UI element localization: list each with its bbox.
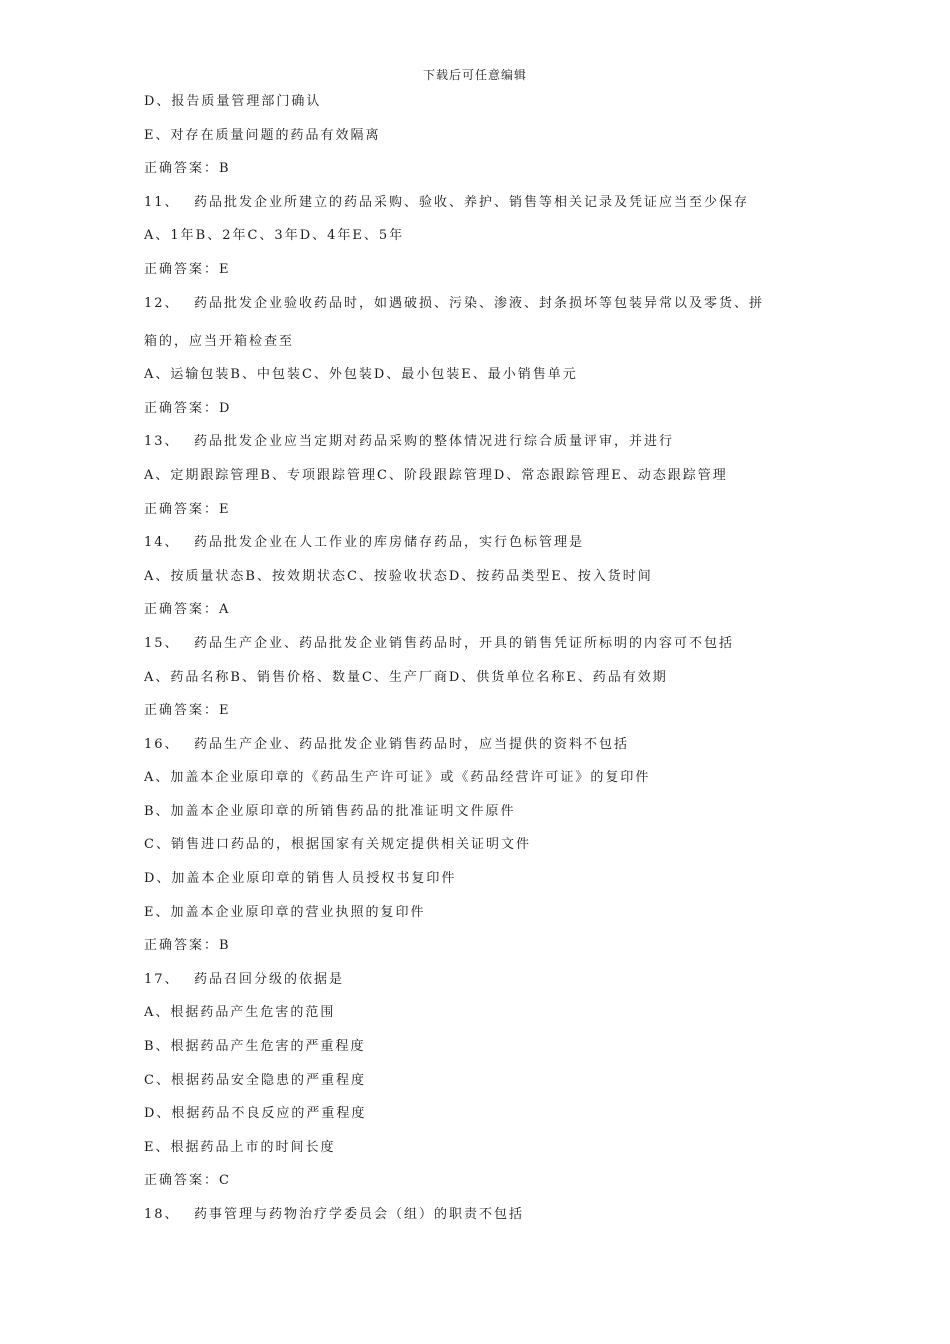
option-line: E、加盖本企业原印章的营业执照的复印件 [144, 904, 426, 920]
option-line: B、根据药品产生危害的严重程度 [144, 1039, 366, 1055]
answer-line: 正确答案：B [144, 938, 231, 954]
question-number: 17、 [144, 971, 180, 987]
question-line [144, 735, 824, 755]
option-line: D、根据药品不良反应的严重程度 [144, 1106, 367, 1122]
question-line [144, 432, 824, 452]
question-line [144, 1205, 824, 1225]
question-text: 药品生产企业、药品批发企业销售药品时，开具的销售凭证所标明的内容可不包括 [194, 635, 735, 651]
question-text: 药事管理与药物治疗学委员会（组）的职责不包括 [194, 1207, 525, 1222]
document-body [144, 92, 824, 1239]
answer-line: 正确答案：E [144, 501, 231, 517]
question-number: 12、 [144, 295, 180, 311]
question-number: 16、 [144, 736, 180, 752]
option-line: D、加盖本企业原印章的销售人员授权书复印件 [144, 871, 457, 887]
question-line [144, 294, 824, 314]
answer-line: 正确答案：E [144, 261, 231, 277]
option-line: E、对存在质量问题的药品有效隔离 [144, 127, 381, 143]
answer-line: 正确答案：C [144, 1173, 231, 1189]
question-number: 18、 [144, 1207, 180, 1222]
answer-line: 正确答案：A [144, 602, 231, 618]
question-number: 14、 [144, 535, 180, 551]
option-line: A、根据药品产生危害的范围 [144, 1005, 336, 1021]
answer-line: 正确答案：D [144, 400, 232, 416]
question-continuation-line: 箱的，应当开箱检查至 [144, 333, 295, 349]
question-text: 药品批发企业应当定期对药品采购的整体情况进行综合质量评审，并进行 [194, 434, 675, 450]
option-line: C、销售进口药品的，根据国家有关规定提供相关证明文件 [144, 837, 531, 853]
option-line: B、加盖本企业原印章的所销售药品的批准证明文件原件 [144, 803, 516, 819]
question-line [144, 193, 824, 213]
question-line [144, 634, 824, 654]
option-line: E、根据药品上市的时间长度 [144, 1139, 336, 1155]
question-number: 11、 [144, 194, 180, 210]
question-line [144, 970, 824, 990]
question-line [144, 533, 824, 553]
option-line: A、药品名称B、销售价格、数量C、生产厂商D、供货单位名称E、药品有效期 [144, 669, 668, 685]
option-line: A、加盖本企业原印章的《药品生产许可证》或《药品经营许可证》的复印件 [144, 770, 651, 786]
page-header: 下载后可任意编辑 [422, 68, 527, 82]
question-text: 药品批发企业在人工作业的库房储存药品，实行色标管理是 [194, 535, 585, 551]
option-line: A、运输包装B、中包装C、外包装D、最小包装E、最小销售单元 [144, 367, 578, 383]
option-line: C、根据药品安全隐患的严重程度 [144, 1072, 366, 1088]
question-text: 药品批发企业所建立的药品采购、验收、养护、销售等相关记录及凭证应当至少保存 [194, 194, 750, 210]
question-text: 药品生产企业、药品批发企业销售药品时，应当提供的资料不包括 [194, 736, 630, 752]
option-line: D、报告质量管理部门确认 [144, 94, 322, 109]
question-text: 药品批发企业验收药品时，如遇破损、污染、渗液、封条损坏等包装异常以及零货、拼 [194, 295, 765, 311]
answer-line: 正确答案：B [144, 161, 231, 177]
question-number: 13、 [144, 434, 180, 450]
option-line: A、按质量状态B、按效期状态C、按验收状态D、按药品类型E、按入货时间 [144, 568, 653, 584]
option-line: A、定期跟踪管理B、专项跟踪管理C、阶段跟踪管理D、常态跟踪管理E、动态跟踪管理 [144, 467, 728, 483]
question-number: 15、 [144, 635, 180, 651]
question-text: 药品召回分级的依据是 [194, 971, 345, 987]
option-line: A、1年B、2年C、3年D、4年E、5年 [144, 228, 405, 244]
answer-line: 正确答案：E [144, 703, 231, 719]
